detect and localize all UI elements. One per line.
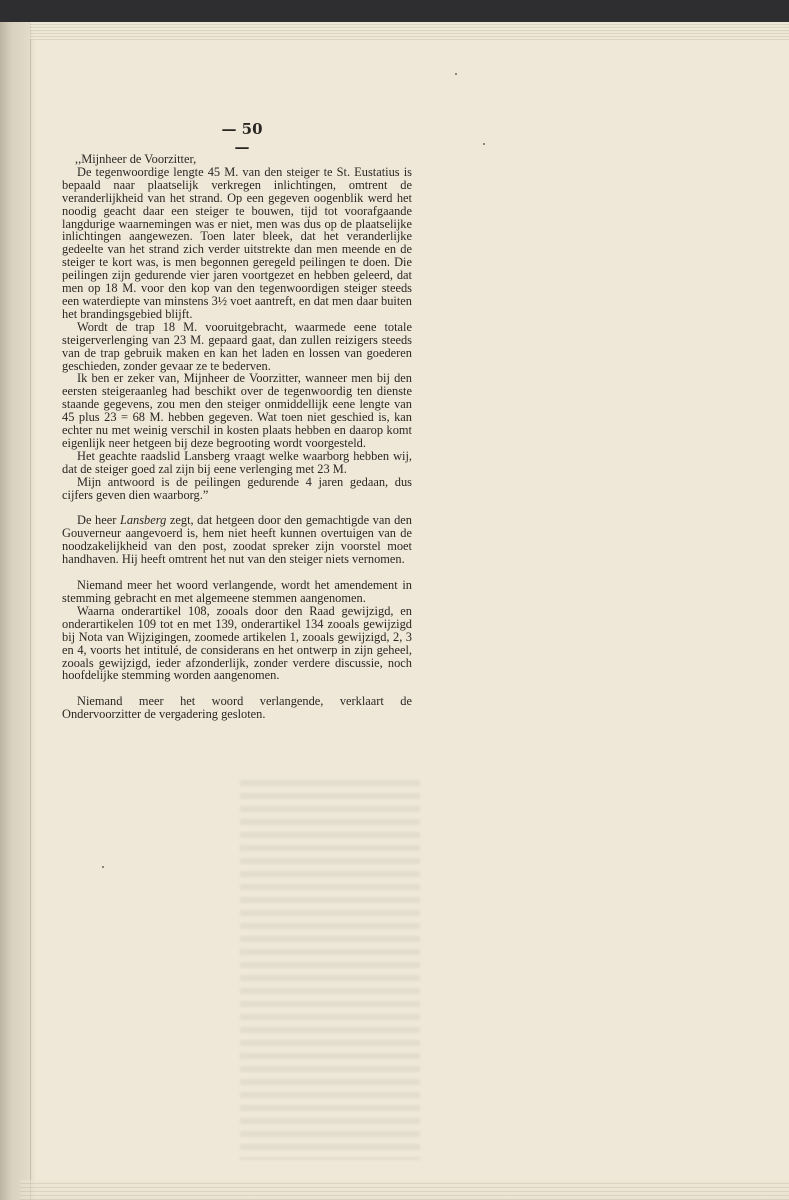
text-run: De heer xyxy=(77,513,120,528)
page-edges-top xyxy=(30,22,789,40)
speaker-name: Lansberg xyxy=(119,513,167,528)
paragraph xyxy=(62,514,412,566)
scanner-background xyxy=(0,0,789,22)
paragraph: Het geachte raadslid Lansberg vraagt welke waarborg hebben wij, dat de steiger goed zal zijn bij eene verlenging met 23 M. xyxy=(62,448,412,476)
paragraph: Wordt de trap 18 M. vooruitgebracht, waarmede eene totale steigerverlenging van 23 M. gepaard gaat, dan zullen reizigers steeds van de trap gebruik maken en kan het laden en lossen van goederen geschieden, zonder gevaar ze te bederven. xyxy=(62,319,412,373)
paragraph: De tegenwoordige lengte 45 M. van den steiger te St. Eustatius is bepaald naar plaatselijk verkregen inlichtingen, omtrent de veranderlijkheid van het strand. Op een gegeven oogenblik werd het noodig geacht daar een steiger te bouwen, tijd tot voorafgaande langdurige waarnemingen was er niet, men was dus op de plaatselijke inlichtingen aangewezen. Toen later bleek, dat het veranderlijke gedeelte van het strand zich verder uitstrekte dan men meende en de steiger te kort was, is men begonnen geregeld peilingen te doen. Die peilingen zijn gedurende vier jaren voortgezet en hebben geleerd, dat men op 18 M. voor den kop van den tegenwoordigen steiger steeds een waterdiepte van minstens 3½ voet aantreft, en dat men daar buiten het brandingsgebied blijft. xyxy=(62,164,412,321)
paper-speck xyxy=(483,143,485,145)
paper-speck xyxy=(102,866,104,868)
page-edges-bottom xyxy=(20,1180,789,1200)
paragraph: Niemand meer het woord verlangende, verklaart de Ondervoorzitter de vergadering gesloten. xyxy=(62,694,412,722)
paragraph: Mijn antwoord is de peilingen gedurende 4 jaren gedaan, dus cijfers geven dien waarborg.” xyxy=(62,474,412,502)
book-spine xyxy=(0,0,31,1200)
body-text xyxy=(62,153,412,721)
page-number: — 50 — xyxy=(221,120,263,156)
paragraph: Waarna onderartikel 108, zooals door den Raad gewijzigd, en onderartikelen 109 tot en met 139, onderartikel 134 zooals gewijzigd bij Nota van Wijzigingen, zoomede artikelen 1, zooals gewijzigd, 2, 3 en 4, voorts het intitulé, de considerans en het ontwerp in zijn geheel, zooals gewijzigd, ieder afzonderlijk, zonder verdere discussie, noch hoofdelijke stemming worden aangenomen. xyxy=(62,603,412,683)
text-run: zegt, dat hetgeen door den gemachtigde van den Gouverneur aangevoerd is, hem niet heeft kunnen overtuigen van de noodzakelijkheid van den post, zoodat spreker zijn voorstel moet handhaven. Hij heeft omtrent het nut van den steiger niets vernomen. xyxy=(62,513,412,567)
show-through-text xyxy=(240,780,420,1160)
paragraph: Ik ben er zeker van, Mijnheer de Voorzitter, wanneer men bij den eersten steigeraanleg had beschikt over de tegenwoordig ten dienste staande gegevens, zou men den steiger onmiddellijk eene lengte van 45 plus 23 = 68 M. hebben gegeven. Wat toen niet geschied is, kan echter nu met weinig verschil in kosten plaats hebben en daarop komt eigenlijk neer hetgeen bij deze begrooting wordt voorgesteld. xyxy=(62,371,412,450)
paragraph: Niemand meer het woord verlangende, wordt het amendement in stemming gebracht en met algemeene stemmen aangenomen. xyxy=(62,578,412,605)
paper-speck xyxy=(455,73,457,75)
salutation: ,,Mijnheer de Voorzitter, xyxy=(75,152,197,166)
